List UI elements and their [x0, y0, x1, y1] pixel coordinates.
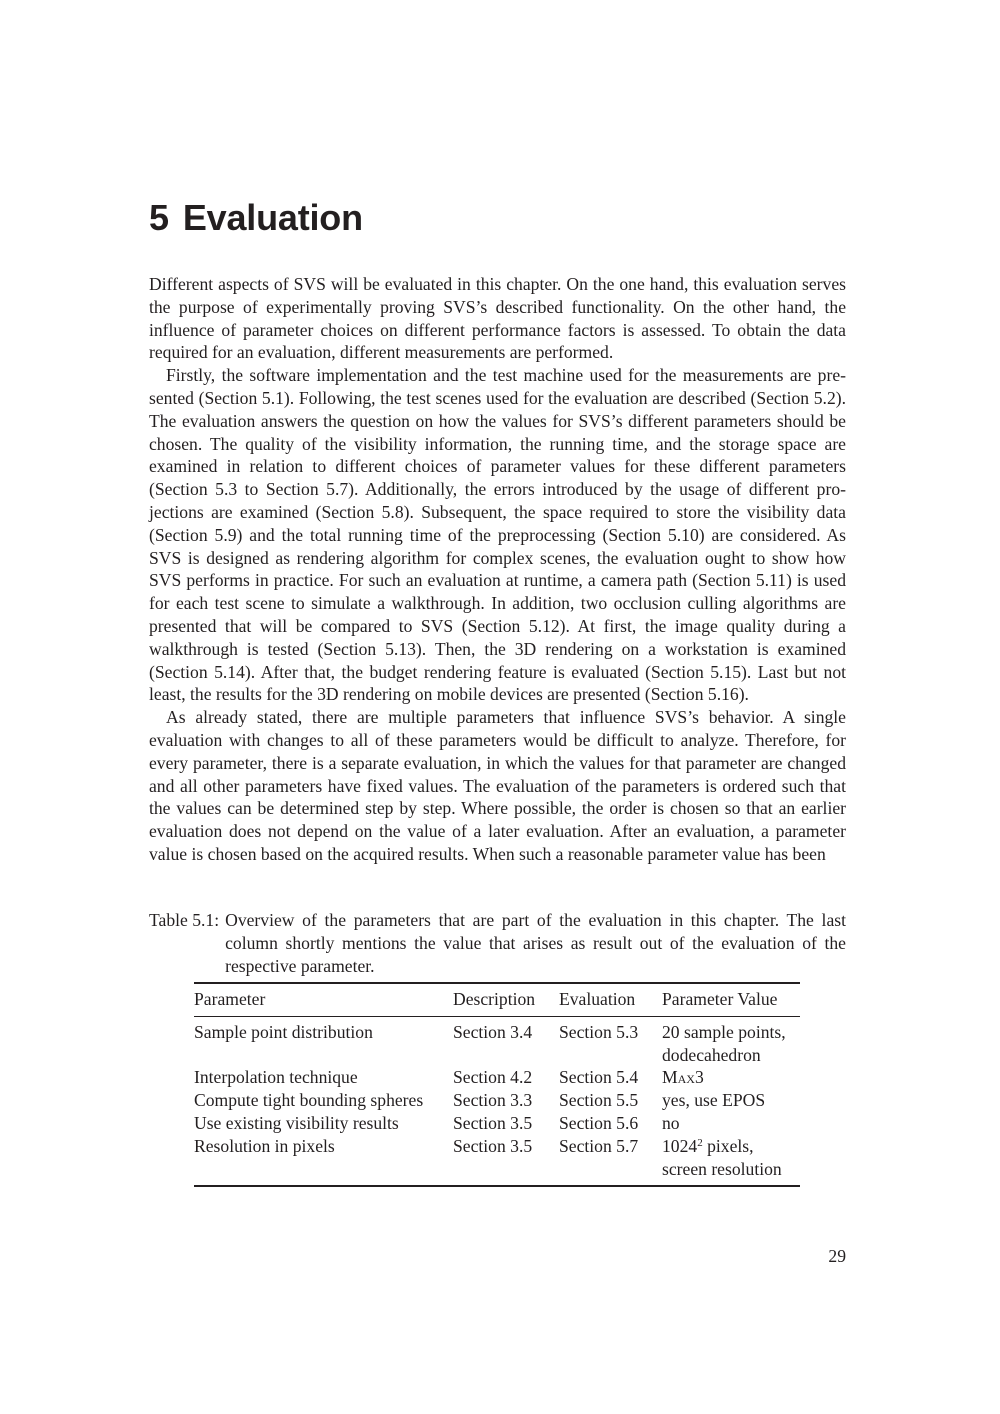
cell-description: Section 3.4 — [453, 1021, 533, 1042]
value-exponent: 2 — [697, 1136, 703, 1149]
cell-parameter: Compute tight bounding spheres — [194, 1090, 424, 1111]
paragraph-overview: Firstly, the software implementation and the test machine used for the measurements are presented (Section 5.1). Following, the test scenes used for the evaluation are described (Section 5.2). The evaluation answers the question on how the values for SVS’s different parameters should be chosen. The quality of the visibility information, the running time, and the storage space are examined in relation to different choices of parameter values for these different parameters (Section 5.3 to Section 5.7). Additionally, the errors introduced by the usage of different projections are examined (Section 5.8). Subsequent, the space required to store the visibility data (Section 5.9) and the total running time of the preprocessing (Section 5.10) are considered. As SVS is designed as rendering algorithm for complex scenes, the evaluation ought to show how SVS performs in practice. For such an evaluation at runtime, a camera path (Section 5.11) is used for each test scene to simulate a walkthrough. In addition, two occlusion culling algorithms are presented that will be compared to SVS (Section 5.12). At first, the image quality during a walkthrough is tested (Section 5.13). Then, the 3D rendering on a workstation is examined (Section 5.14). After that, the budget rendering feature is evaluated (Section 5.15). Last but not least, the results for the 3D rendering on mobile devices are presented (Section 5.16). — [149, 365, 846, 705]
chapter-heading — [149, 196, 363, 240]
chapter-number: 5 — [149, 197, 169, 238]
table-row — [194, 1089, 800, 1112]
table-row — [194, 1112, 800, 1135]
chapter-title: Evaluation — [182, 197, 363, 238]
cell-value-line1 — [662, 1135, 800, 1158]
value-base: 1024 — [662, 1135, 698, 1156]
cell-parameter-value: no — [662, 1112, 680, 1133]
cell-parameter: Sample point distribution — [194, 1021, 373, 1042]
cell-description: Section 3.3 — [453, 1090, 533, 1111]
cell-evaluation: Section 5.4 — [559, 1067, 639, 1088]
cell-parameter-value: Max3 — [662, 1067, 704, 1088]
value-suffix: pixels, — [702, 1135, 754, 1156]
cell-parameter-value: yes, use EPOS — [662, 1090, 766, 1111]
body-text — [149, 273, 846, 866]
cell-value-line2: screen resolution — [662, 1158, 782, 1179]
cell-evaluation: Section 5.7 — [559, 1135, 639, 1156]
page-number: 29 — [828, 1246, 846, 1266]
column-header-description: Description — [453, 989, 536, 1009]
table-caption — [149, 909, 846, 977]
paragraph-parameters: As already stated, there are multiple parameters that influence SVS’s behavior. A single evaluation with changes to all of these parameters would be difficult to analyze. Therefore, for every parameter, there is a separate evaluation, in which the values for that parameter are changed and all other parameters have fixed values. The evaluation of the parameters is ordered such that the values can be determined step by step. Where possible, the order is chosen so that an earlier evaluation does not depend on the value of a later evaluation. After an evaluation, a parameter value is chosen based on the acquired results. When such a reasonable parameter value has been — [149, 707, 846, 864]
table-row — [194, 1135, 800, 1187]
column-header-parameter-value: Parameter Value — [662, 989, 778, 1009]
cell-description: Section 3.5 — [453, 1135, 533, 1156]
table-header-row — [194, 983, 800, 1016]
cell-evaluation: Section 5.3 — [559, 1021, 639, 1042]
paragraph-intro: Different aspects of SVS will be evaluated in this chapter. On the one hand, this evaluation serves the purpose of experimentally proving SVS’s described functionality. On the other hand, the influence of parameter choices on different performance factors is assessed. To obtain the data required for an evaluation, different measurements are performed. — [149, 274, 846, 363]
column-header-parameter: Parameter — [194, 989, 266, 1009]
table-row — [194, 1016, 800, 1066]
cell-parameter: Interpolation technique — [194, 1067, 358, 1088]
cell-evaluation: Section 5.5 — [559, 1090, 639, 1111]
cell-parameter-value — [662, 1016, 800, 1066]
cell-parameter: Resolution in pixels — [194, 1135, 335, 1156]
cell-value-line2: dodecahedron — [662, 1044, 761, 1065]
cell-description: Section 3.5 — [453, 1112, 533, 1133]
cell-value-line1: 20 sample points, — [662, 1021, 786, 1042]
cell-evaluation: Section 5.6 — [559, 1112, 639, 1133]
cell-description: Section 4.2 — [453, 1067, 533, 1088]
table-caption-label: Table 5.1: — [149, 910, 220, 930]
column-header-evaluation: Evaluation — [559, 989, 636, 1009]
parameter-table — [194, 982, 800, 1187]
cell-parameter-value — [662, 1135, 800, 1187]
table-caption-text: Overview of the parameters that are part of the evaluation in this chapter. The last column shortly mentions the value that arises as result out of the evaluation of the respective parameter. — [225, 910, 846, 976]
table-row — [194, 1066, 800, 1089]
cell-parameter: Use existing visibility results — [194, 1112, 399, 1133]
